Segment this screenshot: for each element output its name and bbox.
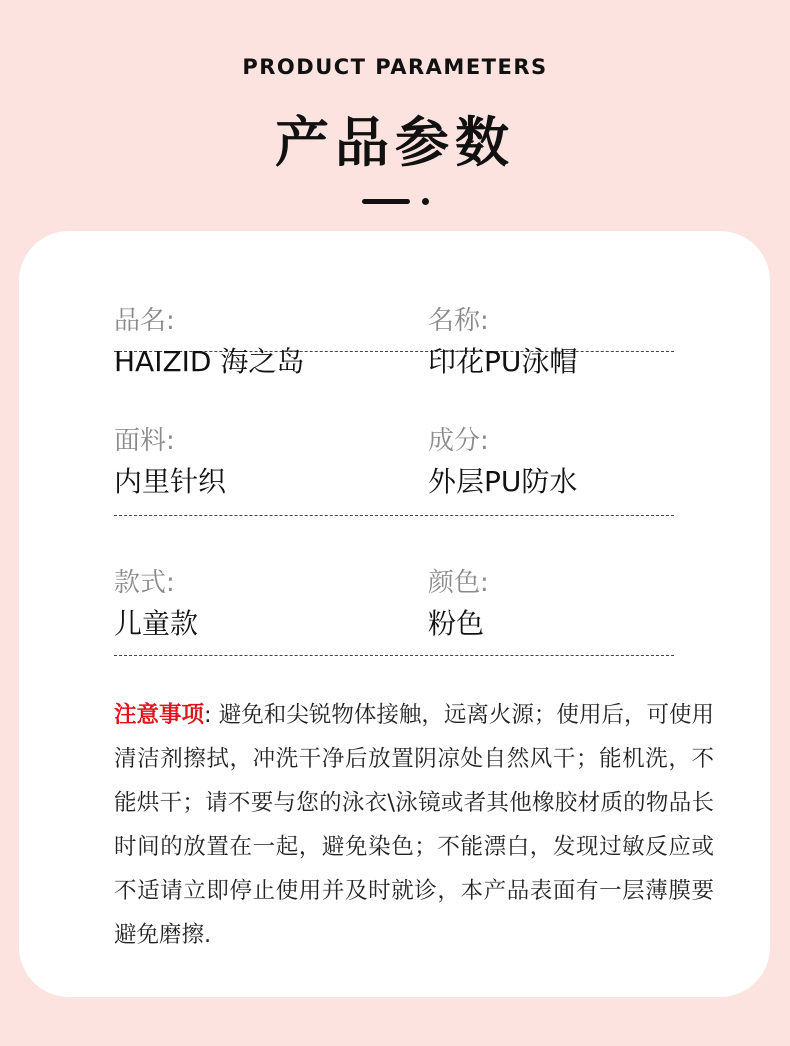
param-row-1 xyxy=(114,231,674,378)
notice-label: 注意事项 xyxy=(114,702,205,728)
param-value: 外层PU防水 xyxy=(428,465,578,498)
care-notice xyxy=(114,693,714,957)
param-value: 内里针织 xyxy=(114,465,227,498)
param-value: 印花PU泳帽 xyxy=(428,345,578,378)
param-value: 粉色 xyxy=(428,607,485,640)
notice-text: : 避免和尖锐物体接触，远离火源；使用后，可使用清洁剂擦拭，冲洗干净后放置阴凉处自然风干；能机洗，不能烘干；请不要与您的泳衣\泳镜或者其他橡胶材质的物品长时间的放置在一起，避免染色；不能漂白，发现过敏反应或不适请立即停止使用并及时就诊，本产品表面有一层薄膜要避免磨擦. xyxy=(114,702,714,948)
title-divider-dot xyxy=(422,198,429,205)
param-row-2 xyxy=(114,395,674,516)
param-color xyxy=(428,535,489,643)
param-row-3 xyxy=(114,535,674,656)
title-divider-bar xyxy=(362,199,410,204)
section-title: 产品参数 xyxy=(275,111,515,174)
param-fabric xyxy=(114,395,226,501)
param-label: 成分: xyxy=(428,426,489,456)
param-label: 面料: xyxy=(114,426,175,456)
parameters-card xyxy=(19,231,770,997)
param-composition xyxy=(428,395,577,501)
section-subtitle: PRODUCT PARAMETERS xyxy=(242,55,548,79)
param-brand xyxy=(114,231,304,381)
param-label: 款式: xyxy=(114,568,175,598)
param-label: 颜色: xyxy=(428,568,489,598)
param-value: 儿童款 xyxy=(114,607,199,640)
param-label: 品名: xyxy=(114,306,175,336)
param-label: 名称: xyxy=(428,306,489,336)
param-style xyxy=(114,535,198,643)
param-value: HAIZID 海之岛 xyxy=(114,345,305,378)
param-name xyxy=(428,231,577,381)
